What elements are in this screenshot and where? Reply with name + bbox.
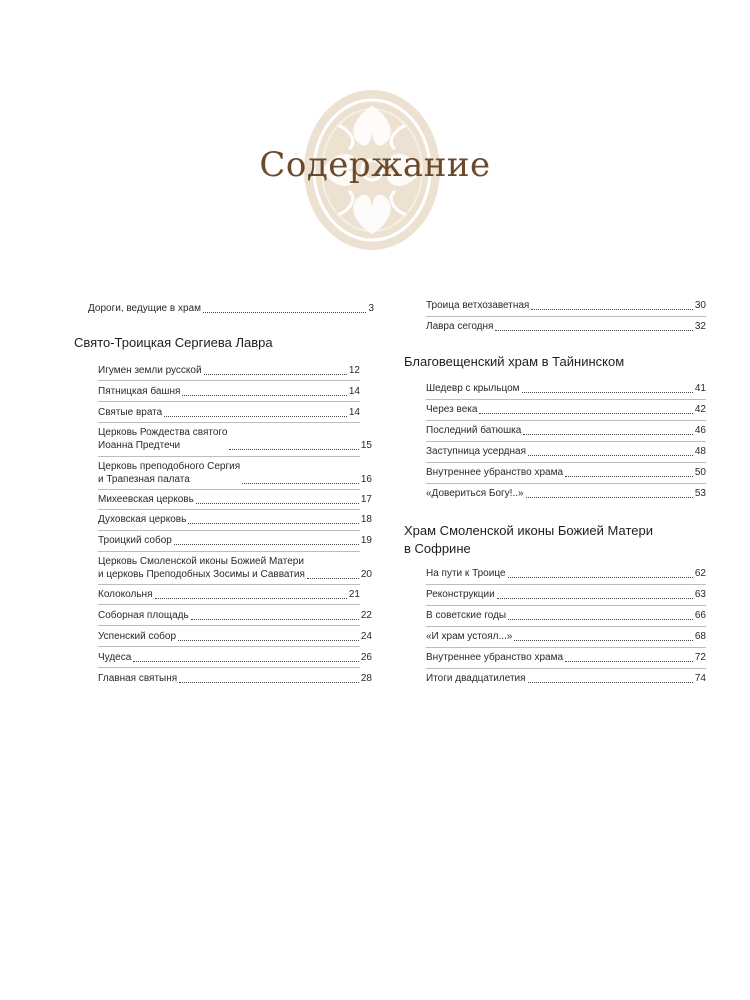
toc-entry-label-line2: и церковь Преподобных Зосимы и Савватия bbox=[98, 569, 305, 580]
divider bbox=[98, 380, 360, 381]
toc-entry[interactable] bbox=[426, 588, 706, 601]
toc-entry-page: 16 bbox=[360, 474, 372, 485]
toc-entry[interactable] bbox=[426, 403, 706, 416]
toc-entry-label: В советские годы bbox=[426, 610, 507, 621]
toc-entry-label: Лавра сегодня bbox=[426, 321, 494, 332]
leader-dots bbox=[182, 395, 346, 396]
leader-dots bbox=[242, 483, 359, 484]
toc-entry-label bbox=[98, 426, 227, 452]
leader-dots bbox=[164, 416, 347, 417]
toc-entry[interactable] bbox=[98, 460, 372, 486]
toc-entry-label: Соборная площадь bbox=[98, 610, 189, 621]
toc-entry[interactable] bbox=[426, 382, 706, 395]
toc-entry-label-line1: Церковь преподобного Сергия bbox=[98, 461, 241, 472]
toc-entry-page: 63 bbox=[694, 589, 706, 600]
toc-entry-page: 28 bbox=[360, 673, 372, 684]
toc-entry[interactable] bbox=[98, 385, 360, 398]
toc-entry-label: Шедевр с крыльцом bbox=[426, 383, 520, 394]
toc-entry-label: Михеевская церковь bbox=[98, 494, 194, 505]
leader-dots bbox=[133, 661, 359, 662]
toc-entry-label-line2: и Трапезная палата bbox=[98, 474, 190, 485]
toc-entry[interactable] bbox=[98, 630, 372, 643]
toc-entry[interactable] bbox=[98, 651, 372, 664]
toc-entry-label bbox=[98, 460, 240, 486]
divider bbox=[426, 462, 706, 463]
toc-entry-label: Итоги двадцатилетия bbox=[426, 673, 526, 684]
toc-entry-page: 41 bbox=[694, 383, 706, 394]
leader-dots bbox=[178, 640, 359, 641]
toc-entry-page: 74 bbox=[694, 673, 706, 684]
divider bbox=[98, 489, 360, 490]
toc-entry[interactable] bbox=[426, 466, 706, 479]
toc-entry-label: Колокольня bbox=[98, 589, 153, 600]
toc-entry-page: 22 bbox=[360, 610, 372, 621]
toc-entry-page: 32 bbox=[694, 321, 706, 332]
toc-entry[interactable] bbox=[98, 672, 372, 685]
toc-entry[interactable] bbox=[426, 567, 706, 580]
divider bbox=[426, 441, 706, 442]
toc-entry-page: 21 bbox=[348, 589, 360, 600]
toc-entry[interactable] bbox=[426, 445, 706, 458]
leader-dots bbox=[508, 577, 693, 578]
toc-entry-label: Реконструкции bbox=[426, 589, 495, 600]
divider bbox=[98, 530, 360, 531]
toc-entry[interactable] bbox=[98, 555, 372, 581]
leader-dots bbox=[203, 312, 366, 313]
toc-entry-page: 24 bbox=[360, 631, 372, 642]
toc-entry-label: Дороги, ведущие в храм bbox=[88, 303, 201, 314]
divider bbox=[98, 667, 360, 668]
divider bbox=[426, 647, 706, 648]
toc-entry-label: Внутреннее убранство храма bbox=[426, 467, 564, 478]
leader-dots bbox=[565, 661, 693, 662]
divider bbox=[426, 584, 706, 585]
toc-entry-label bbox=[98, 555, 305, 581]
toc-entry[interactable] bbox=[98, 513, 372, 526]
section-heading bbox=[404, 522, 653, 558]
toc-entry-label-line1: Церковь Рождества святого bbox=[98, 427, 228, 438]
divider bbox=[98, 625, 360, 626]
divider bbox=[98, 604, 360, 605]
toc-entry-page: 46 bbox=[694, 425, 706, 436]
leader-dots bbox=[528, 682, 693, 683]
leader-dots bbox=[188, 523, 359, 524]
toc-entry-label: Внутреннее убранство храма bbox=[426, 652, 564, 663]
toc-entry-label: Игумен земли русской bbox=[98, 365, 202, 376]
divider bbox=[98, 401, 360, 402]
leader-dots bbox=[174, 544, 359, 545]
toc-entry[interactable] bbox=[98, 534, 372, 547]
toc-entry[interactable] bbox=[88, 302, 374, 315]
leader-dots bbox=[565, 476, 693, 477]
leader-dots bbox=[528, 455, 693, 456]
leader-dots bbox=[479, 413, 692, 414]
toc-entry-page: 15 bbox=[360, 440, 372, 451]
toc-entry-label: «И храм устоял...» bbox=[426, 631, 513, 642]
toc-entry-page: 18 bbox=[360, 514, 372, 525]
leader-dots bbox=[196, 503, 359, 504]
divider bbox=[98, 551, 360, 552]
toc-entry[interactable] bbox=[98, 406, 360, 419]
divider bbox=[426, 605, 706, 606]
leader-dots bbox=[179, 682, 359, 683]
leader-dots bbox=[531, 309, 693, 310]
toc-entry[interactable] bbox=[98, 588, 360, 601]
leader-dots bbox=[204, 374, 347, 375]
toc-entry-label: Заступница усердная bbox=[426, 446, 526, 457]
leader-dots bbox=[514, 640, 693, 641]
toc-entry-page: 12 bbox=[348, 365, 360, 376]
divider bbox=[98, 584, 360, 585]
toc-entry-page: 72 bbox=[694, 652, 706, 663]
leader-dots bbox=[307, 578, 359, 579]
toc-entry[interactable] bbox=[426, 651, 706, 664]
toc-entry[interactable] bbox=[426, 609, 706, 622]
toc-entry[interactable] bbox=[98, 609, 372, 622]
toc-entry-label: Главная святыня bbox=[98, 673, 178, 684]
divider bbox=[98, 422, 360, 423]
divider bbox=[426, 399, 706, 400]
toc-entry-label-line1: Церковь Смоленской иконы Божией Матери bbox=[98, 556, 304, 567]
leader-dots bbox=[495, 330, 692, 331]
divider bbox=[426, 316, 706, 317]
section-heading: Благовещенский храм в Тайнинском bbox=[404, 354, 625, 369]
toc-entry[interactable] bbox=[426, 320, 706, 333]
toc-entry[interactable] bbox=[98, 426, 372, 452]
toc-entry[interactable] bbox=[426, 672, 706, 685]
toc-entry-label: Троицкий собор bbox=[98, 535, 172, 546]
leader-dots bbox=[155, 598, 347, 599]
toc-entry[interactable] bbox=[426, 299, 706, 312]
divider bbox=[426, 626, 706, 627]
toc-entry[interactable] bbox=[426, 487, 706, 500]
toc-entry-label: Чудеса bbox=[98, 652, 132, 663]
toc-entry-label: Пятницкая башня bbox=[98, 386, 181, 397]
toc-entry-page: 20 bbox=[360, 569, 372, 580]
divider bbox=[98, 646, 360, 647]
toc-entry-label: Последний батюшка bbox=[426, 425, 522, 436]
leader-dots bbox=[508, 619, 693, 620]
toc-entry-label: Святые врата bbox=[98, 407, 163, 418]
toc-entry-page: 53 bbox=[694, 488, 706, 499]
toc-entry-label: На пути к Троице bbox=[426, 568, 506, 579]
toc-entry-label: Духовская церковь bbox=[98, 514, 187, 525]
page-title: Содержание bbox=[259, 145, 491, 185]
leader-dots bbox=[191, 619, 359, 620]
divider bbox=[98, 456, 360, 457]
toc-entry-page: 62 bbox=[694, 568, 706, 579]
toc-entry-page: 48 bbox=[694, 446, 706, 457]
toc-entry-page: 14 bbox=[348, 386, 360, 397]
leader-dots bbox=[526, 497, 693, 498]
toc-entry[interactable] bbox=[426, 630, 706, 643]
toc-entry[interactable] bbox=[98, 364, 360, 377]
toc-entry[interactable] bbox=[98, 493, 372, 506]
divider bbox=[426, 420, 706, 421]
toc-entry-page: 50 bbox=[694, 467, 706, 478]
toc-entry-label: Успенский собор bbox=[98, 631, 177, 642]
section-heading-line2: в Софрине bbox=[404, 541, 471, 556]
leader-dots bbox=[522, 392, 693, 393]
leader-dots bbox=[523, 434, 693, 435]
toc-entry[interactable] bbox=[426, 424, 706, 437]
leader-dots bbox=[497, 598, 693, 599]
divider bbox=[426, 483, 706, 484]
toc-entry-page: 3 bbox=[368, 303, 374, 314]
toc-entry-page: 66 bbox=[694, 610, 706, 621]
toc-entry-page: 68 bbox=[694, 631, 706, 642]
toc-entry-label-line2: Иоанна Предтечи bbox=[98, 440, 181, 451]
divider bbox=[426, 668, 706, 669]
toc-entry-label: «Довериться Богу!..» bbox=[426, 488, 524, 499]
toc-entry-label: Троица ветхозаветная bbox=[426, 300, 530, 311]
leader-dots bbox=[229, 449, 358, 450]
section-heading: Свято-Троицкая Сергиева Лавра bbox=[74, 335, 273, 350]
toc-entry-page: 26 bbox=[360, 652, 372, 663]
toc-entry-page: 17 bbox=[360, 494, 372, 505]
toc-entry-page: 42 bbox=[694, 404, 706, 415]
toc-entry-page: 30 bbox=[694, 300, 706, 311]
toc-entry-label: Через века bbox=[426, 404, 478, 415]
divider bbox=[98, 509, 360, 510]
toc-entry-page: 14 bbox=[348, 407, 360, 418]
toc-entry-page: 19 bbox=[360, 535, 372, 546]
section-heading-line1: Храм Смоленской иконы Божией Матери bbox=[404, 523, 653, 538]
